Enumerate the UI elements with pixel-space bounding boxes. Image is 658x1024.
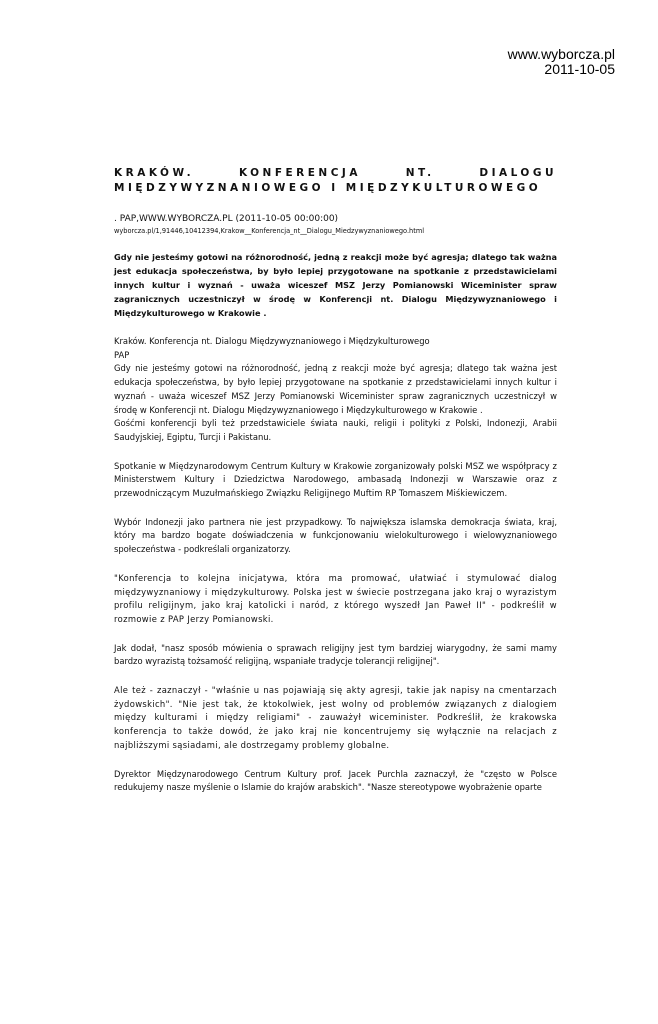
paragraph: Spotkanie w Międzynarodowym Centrum Kultury w Krakowie zorganizowały polski MSZ we współpracy z Ministerstwem Kultury i Dziedzictwa Narodowego, ambasadą Indonezji w Warszawie oraz z przewodniczącym Muzułmańskiego Związku Religijnego Muftim RP Tomaszem Miśkiewiczem. [114, 460, 557, 499]
article-paragraphs [114, 460, 557, 795]
paragraph: Dyrektor Międzynarodowego Centrum Kultury prof. Jacek Purchla zaznaczył, że "często w Polsce redukujemy nasze myślenie o Islamie do krajów arabskich". "Nasze stereotypowe wyobrażenie oparte [114, 768, 557, 793]
paragraph: "Konferencja to kolejna inicjatywa, która ma promować, ułatwiać i stymulować dialog międzywyznaniowy i międzykulturowy. Polska jest w świecie postrzegana jako kraj o wyrazistym profilu religijnym, jako kraj katolicki i naród, z którego wyszedł Jan Paweł II" - podkreślił w rozmowie z PAP Jerzy Pomianowski. [114, 572, 557, 624]
paragraph: Ale też - zaznaczył - "właśnie u nas pojawiają się akty agresji, takie jak napisy na cmentarzach żydowskich". "Nie jest tak, że ktokolwiek, jest wolny od problemów związanych z dialogiem między kulturami i między religiami" - zauważył wiceminister. Podkreślił, że krakowska konferencja to także dowód, że jako kraj nie koncentrujemy się wyłącznie na relacjach z najbliższymi sąsiadami, ale dostrzegamy problemy globalne. [114, 685, 557, 750]
article-url: wyborcza.pl/1,91446,10412394,Krakow__Konferencja_nt__Dialogu_Miedzywyznaniowego.html [114, 227, 425, 235]
source-site: www.wyborcza.pl [507, 46, 615, 62]
source-header [508, 47, 615, 77]
article-title: KRAKÓW. KONFERENCJA NT. DIALOGU MIĘDZYWYZNANIOWEGO I MIĘDZYKULTUROWEGO [114, 167, 557, 194]
repeat-lead: Gdy nie jesteśmy gotowi na różnorodność, jedną z reakcji może być agresja; dlatego tak ważna jest edukacja społeczeństwa, by było lepiej przygotowane na spotkanie z przedstawicielami innych kultur i wyznań - uważa wiceszef MSZ Jerzy Pomianowski Wiceminister spraw zagranicznych uczestniczył w środę w Konferencji nt. Dialogu Międzywyznaniowego i Międzykulturowego w Krakowie . [114, 363, 557, 415]
agency-label: PAP [114, 349, 130, 360]
article [114, 166, 557, 810]
article-lead: Gdy nie jesteśmy gotowi na różnorodność, jedną z reakcji może być agresja; dlatego tak ważna jest edukacja społeczeństwa, by było lepiej przygotowane na spotkanie z przedstawicielami innych kultur i wyznań - uważa wiceszef MSZ Jerzy Pomianowski Wiceminister spraw zagranicznych uczestniczył w środę w Konferencji nt. Dialogu Międzywyznaniowego i Międzykulturowego w Krakowie . [114, 252, 557, 318]
repeat-title: Kraków. Konferencja nt. Dialogu Międzywyznaniowego i Międzykulturowego [114, 336, 430, 346]
source-date: 2011-10-05 [544, 61, 615, 77]
paragraph: Wybór Indonezji jako partnera nie jest przypadkowy. To największa islamska demokracja świata, kraj, który ma bardzo bogate doświadczenia w funkcjonowaniu wielokulturowego i wielowyznaniowego społeczeństwa - podkreślali organizatorzy. [114, 516, 557, 555]
guests-text: Gośćmi konferencji byli też przedstawiciele świata nauki, religii i polityki z Polski, Indonezji, Arabii Saudyjskiej, Egiptu, Turcji i Pakistanu. [114, 418, 557, 442]
article-body-header [114, 335, 557, 445]
article-meta: . PAP,WWW.WYBORCZA.PL (2011-10-05 00:00:00) [114, 214, 339, 224]
paragraph: Jak dodał, "nasz sposób mówienia o sprawach religijny jest tym bardziej wiarygodny, że sami mamy bardzo wyrazistą tożsamość religijną, wspaniałe tradycje tolerancji religijnej". [114, 642, 557, 667]
